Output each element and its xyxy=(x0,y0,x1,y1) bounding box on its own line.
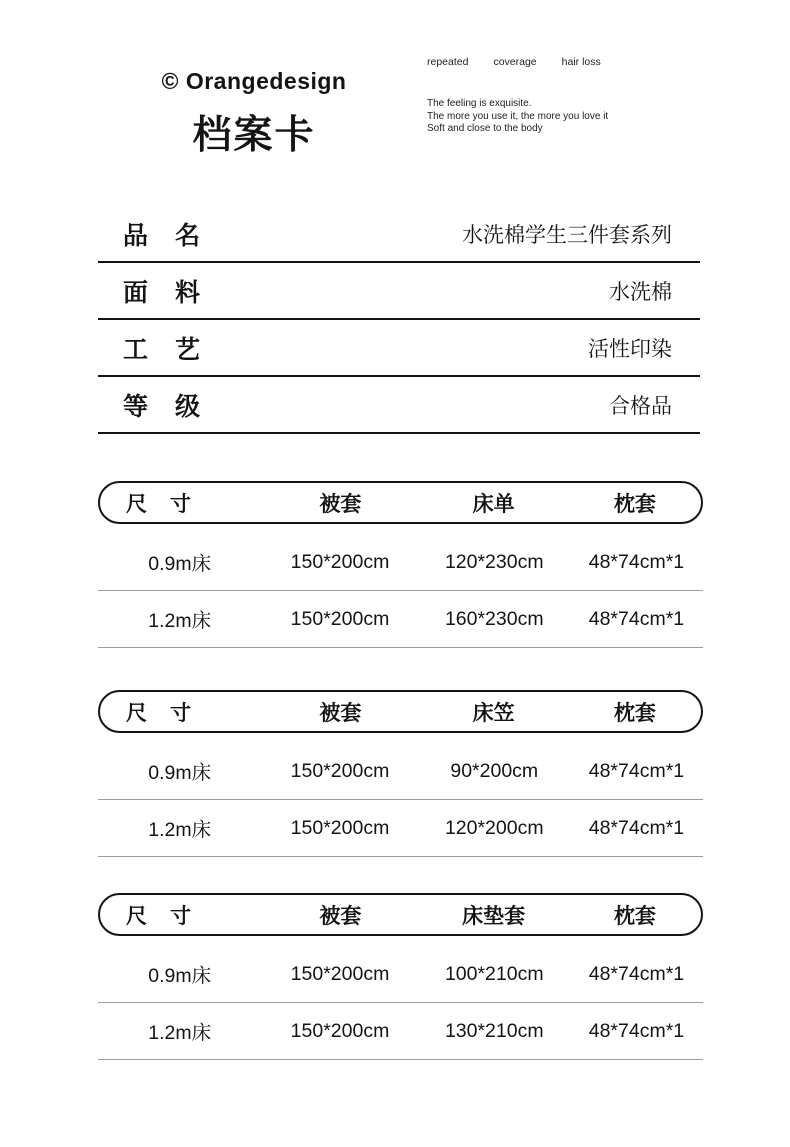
cell-sheet-size: 130*210cm xyxy=(444,1019,544,1042)
header-size: 尺 寸 xyxy=(126,492,192,516)
header-size: 尺 寸 xyxy=(126,701,192,725)
cell-pillow-size: 48*74cm*1 xyxy=(588,607,685,630)
cell-sheet-size: 120*200cm xyxy=(444,816,544,839)
spec-value: 水洗棉学生三件套系列 xyxy=(462,223,672,247)
cell-pillow-size: 48*74cm*1 xyxy=(588,759,685,782)
table-row xyxy=(98,743,703,800)
spec-label: 工 艺 xyxy=(123,335,202,364)
tagline-line-2: The more you use it, the more you love it xyxy=(427,110,609,122)
size-table-header xyxy=(98,893,703,936)
header-pillowcase: 枕套 xyxy=(613,492,656,516)
cell-bed-size: 0.9m床 xyxy=(148,965,212,987)
spec-value: 活性印染 xyxy=(588,337,672,361)
page-title: 档案卡 xyxy=(192,114,316,157)
tagline-line-1: The feeling is exquisite. xyxy=(427,98,532,109)
tagline xyxy=(427,98,608,136)
cell-duvet-size: 150*200cm xyxy=(290,962,390,985)
cell-duvet-size: 150*200cm xyxy=(290,759,390,782)
spec-row-grade xyxy=(98,377,700,434)
size-table-header xyxy=(98,481,703,524)
header-flat-sheet: 床单 xyxy=(472,492,515,516)
header-duvet-cover: 被套 xyxy=(319,701,362,725)
size-table-sheet xyxy=(98,481,703,648)
cell-pillow-size: 48*74cm*1 xyxy=(588,550,685,573)
table-row xyxy=(98,591,703,648)
spec-list xyxy=(98,206,700,434)
cell-pillow-size: 48*74cm*1 xyxy=(588,1019,685,1042)
tagline-line-3: Soft and close to the body xyxy=(427,123,543,135)
cell-bed-size: 1.2m床 xyxy=(148,1022,212,1044)
brand-logo: © Orangedesign xyxy=(161,68,347,94)
table-row xyxy=(98,1003,703,1060)
cell-bed-size: 1.2m床 xyxy=(148,610,212,632)
cell-pillow-size: 48*74cm*1 xyxy=(588,962,685,985)
spec-row-product-name xyxy=(98,206,700,263)
header-pillowcase: 枕套 xyxy=(613,904,656,928)
cell-sheet-size: 100*210cm xyxy=(444,962,544,985)
spec-row-fabric xyxy=(98,263,700,320)
table-row xyxy=(98,946,703,1003)
spec-value: 水洗棉 xyxy=(609,280,672,304)
spec-label: 品 名 xyxy=(123,221,202,250)
table-row xyxy=(98,800,703,857)
keyword-coverage: coverage xyxy=(493,56,537,68)
header-duvet-cover: 被套 xyxy=(319,492,362,516)
header-pillowcase: 枕套 xyxy=(613,701,656,725)
cell-sheet-size: 90*200cm xyxy=(450,759,539,782)
keyword-repeated: repeated xyxy=(427,56,469,68)
keyword-list xyxy=(427,56,601,68)
spec-label: 等 级 xyxy=(123,392,202,421)
size-table-header xyxy=(98,690,703,733)
header-size: 尺 寸 xyxy=(126,904,192,928)
cell-duvet-size: 150*200cm xyxy=(290,550,390,573)
table-row xyxy=(98,534,703,591)
cell-duvet-size: 150*200cm xyxy=(290,607,390,630)
keyword-hair-loss: hair loss xyxy=(561,56,601,68)
cell-bed-size: 1.2m床 xyxy=(148,819,212,841)
spec-value: 合格品 xyxy=(609,394,672,418)
size-table-mattress-cover xyxy=(98,893,703,1060)
header-left xyxy=(92,68,416,160)
cell-pillow-size: 48*74cm*1 xyxy=(588,816,685,839)
cell-duvet-size: 150*200cm xyxy=(290,816,390,839)
cell-duvet-size: 150*200cm xyxy=(290,1019,390,1042)
spec-row-craft xyxy=(98,320,700,377)
cell-sheet-size: 120*230cm xyxy=(444,550,544,573)
cell-bed-size: 0.9m床 xyxy=(148,762,212,784)
spec-label: 面 料 xyxy=(123,278,202,307)
header-mattress-cover: 床垫套 xyxy=(462,904,526,928)
cell-sheet-size: 160*230cm xyxy=(444,607,544,630)
header-duvet-cover: 被套 xyxy=(319,904,362,928)
header-fitted-sheet: 床笠 xyxy=(472,701,515,725)
cell-bed-size: 0.9m床 xyxy=(148,553,212,575)
size-table-fitted-sheet xyxy=(98,690,703,857)
